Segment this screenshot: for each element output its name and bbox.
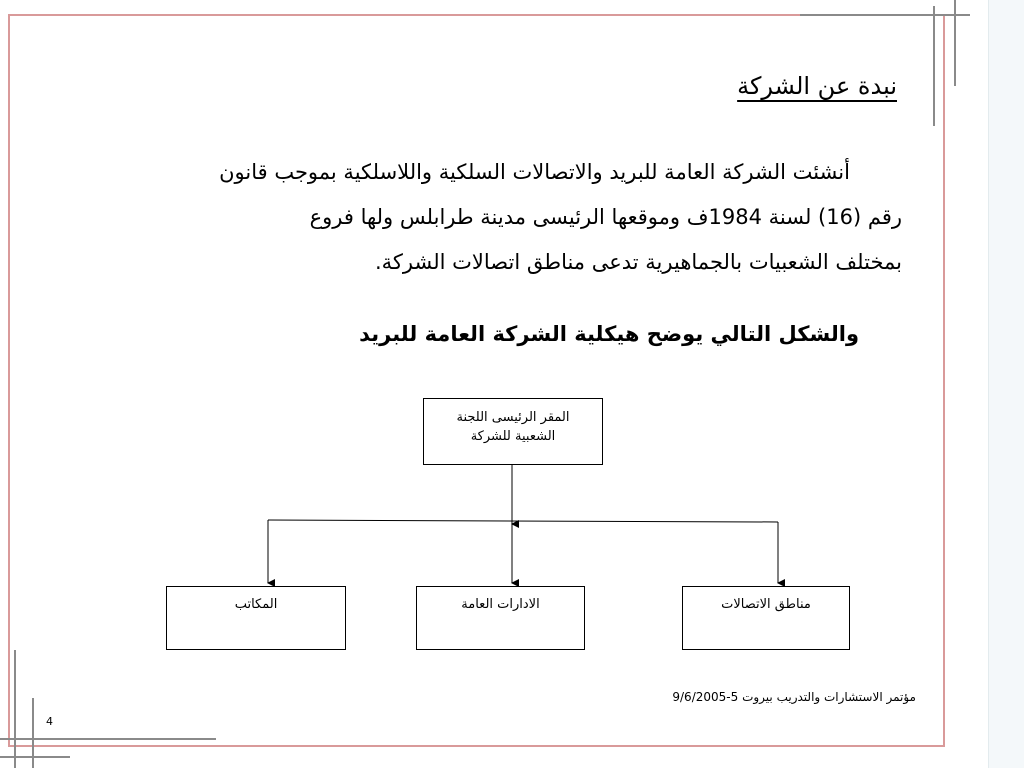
offices-label: المكاتب <box>234 597 278 612</box>
page-number: 4 <box>46 715 53 728</box>
slide-title: نبدة عن الشركة <box>737 72 897 100</box>
headquarters-label-line-1: المقر الرئيسى اللجنة <box>456 410 570 425</box>
footer-conference-text: مؤتمر الاستشارات والتدريب بيروت 5-9/6/2005 <box>672 690 916 704</box>
org-chart-caption: والشكل التالي يوضح هيكلية الشركة العامة للبريد <box>359 322 859 346</box>
paragraph-line-3: بمختلف الشعبيات بالجماهيرية تدعى مناطق اتصالات الشركة. <box>374 250 902 274</box>
org-box-departments <box>416 586 585 650</box>
headquarters-label-line-2: الشعبية للشركة <box>470 429 556 444</box>
org-box-offices <box>166 586 346 650</box>
regions-label: مناطق الاتصالات <box>721 597 811 612</box>
org-box-headquarters <box>423 398 603 465</box>
org-box-regions <box>682 586 850 650</box>
paragraph-line-2: رقم (16) لسنة 1984ف وموقعها الرئيسى مدينة طرابلس ولها فروع <box>309 205 902 229</box>
horizontal-connector <box>268 520 778 522</box>
paragraph-line-1: أنشئت الشركة العامة للبريد والاتصالات السلكية واللاسلكية بموجب قانون <box>219 160 850 184</box>
departments-label: الادارات العامة <box>461 597 540 612</box>
